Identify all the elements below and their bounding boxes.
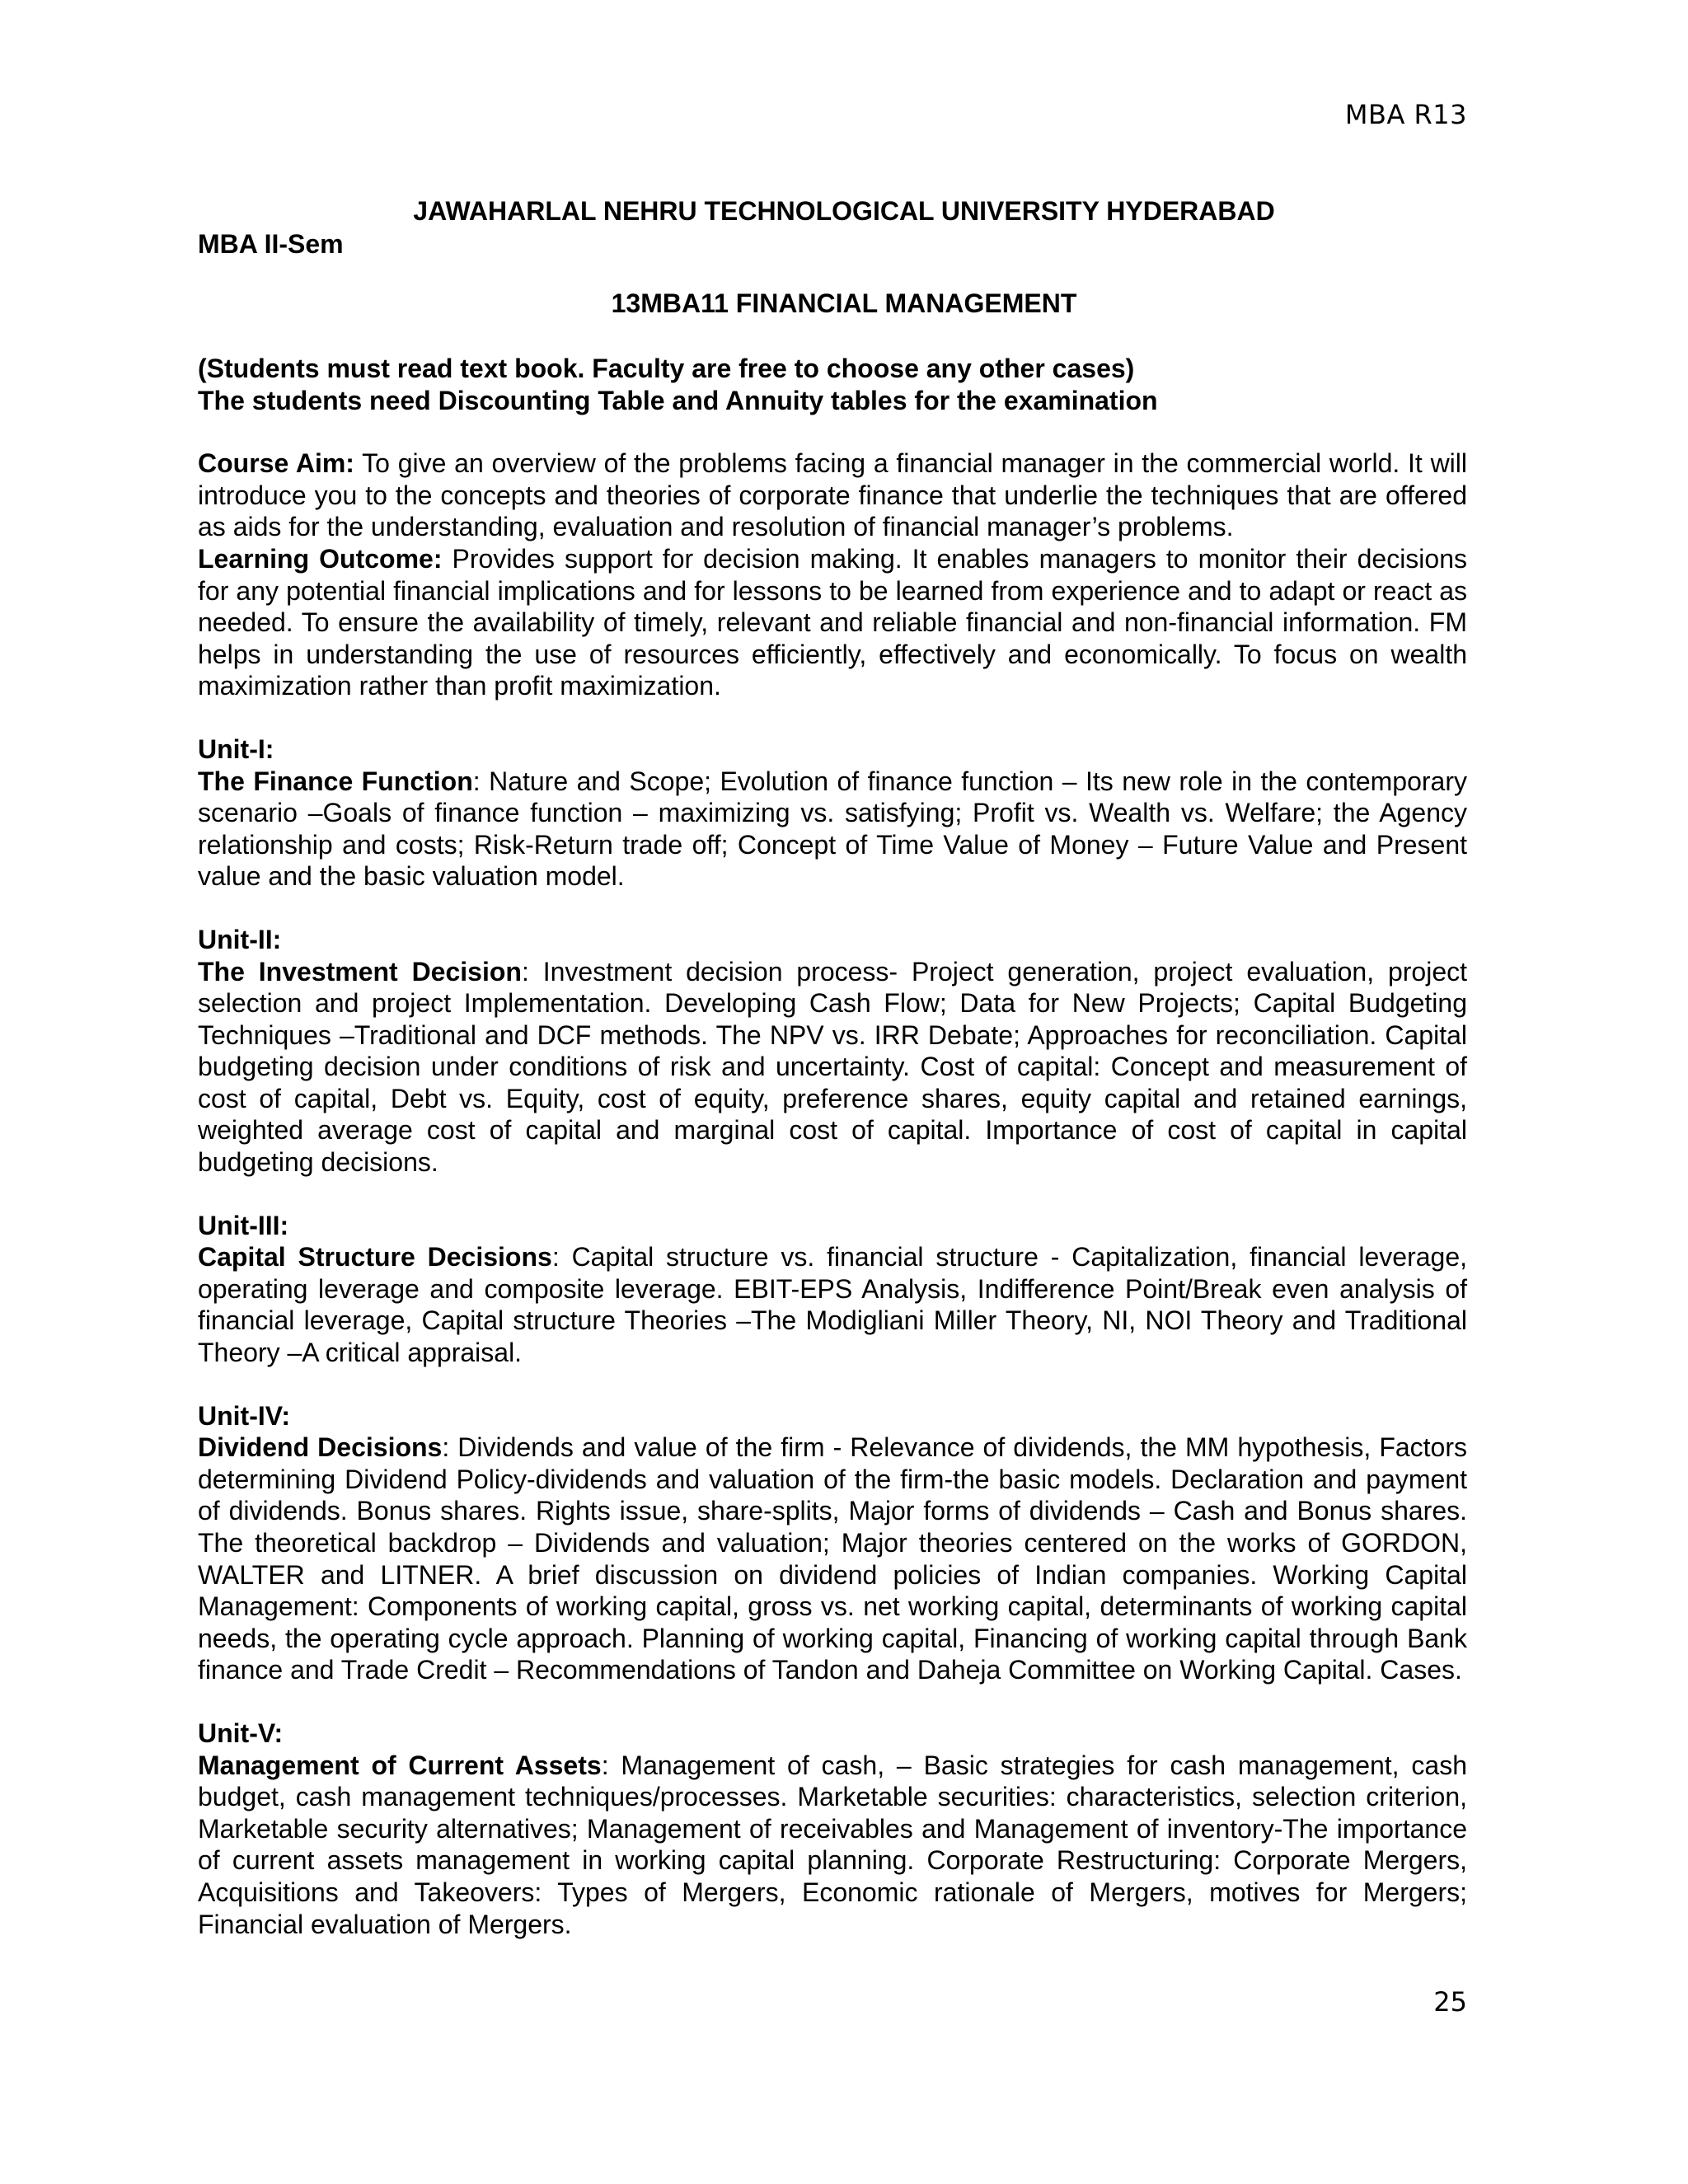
unit-text: : Nature and Scope; Evolution of finance function – Its new role in the contemporary scenario –Goals of finance function – maximizing vs. satisfying; Profit vs. Wealth vs. Welfare; the Agency relationship and costs; Risk-Return trade off; Concept of Time Value of Money – Future Value and Present value and the basic valuation model. xyxy=(198,766,1468,892)
learning-outcome-label: Learning Outcome: xyxy=(198,543,443,574)
university-title: JAWAHARLAL NEHRU TECHNOLOGICAL UNIVERSITY HYDERABAD xyxy=(413,196,1275,226)
course-aim-label: Course Aim: xyxy=(198,448,354,479)
unit-title: The Investment Decision xyxy=(198,956,522,987)
unit-body xyxy=(198,766,1467,893)
unit-title: Dividend Decisions xyxy=(198,1432,443,1463)
unit-title: Capital Structure Decisions xyxy=(198,1242,552,1272)
page-number: 25 xyxy=(1433,1986,1467,2018)
unit-heading: Unit-III: xyxy=(198,1210,289,1240)
unit-body xyxy=(198,1432,1467,1686)
unit-text: : Dividends and value of the firm - Relevance of dividends, the MM hypothesis, Factors determining Dividend Policy-dividends and valuation of the firm-the basic models. Declaration and payment of dividends. Bonus shares. Rights issue, share-splits, Major forms of dividends – Cash and Bonus shares. The theoretical backdrop – Dividends and valuation; Major theories centered on the works of GORDON, WALTER and LITNER. A brief discussion on dividend policies of Indian companies. Working Capital Management: Components of working capital, gross vs. net working capital, determinants of working capital needs, the operating cycle approach. Planning of working capital, Financing of working capital through Bank finance and Trade Credit – Recommendations of Tandon and Daheja Committee on Working Capital. Cases. xyxy=(198,1432,1468,1685)
note-line-1: (Students must read text book. Faculty are free to choose any other cases) xyxy=(198,354,1135,383)
course-aim-text: To give an overview of the problems facing a financial manager in the commercial world. It will introduce you to the concepts and theories of corporate finance that underlie the techniques that are offered as aids for the understanding, evaluation and resolution of financial manager’s problems. xyxy=(198,448,1468,542)
unit-heading: Unit-II: xyxy=(198,924,282,954)
note-line-2: The students need Discounting Table and Annuity tables for the examination xyxy=(198,385,1158,415)
learning-outcome xyxy=(198,543,1467,702)
subject-title: 13MBA11 FINANCIAL MANAGEMENT xyxy=(611,288,1077,318)
unit-title: The Finance Function xyxy=(198,766,473,796)
course-aim xyxy=(198,448,1467,543)
unit-heading: Unit-V: xyxy=(198,1718,284,1748)
unit-body xyxy=(198,956,1467,1179)
unit-heading: Unit-I: xyxy=(198,733,274,764)
unit-body xyxy=(198,1750,1467,1941)
unit-text: : Management of cash, – Basic strategies for cash management, cash budget, cash management techniques/processes. Marketable securities: characteristics, selection criterion, Marketable security alternatives; Management of receivables and Management of inventory-The importance of current assets management in working capital planning. Corporate Restructuring: Corporate Mergers, Acquisitions and Takeovers: Types of Mergers, Economic rationale of Mergers, motives for Mergers; Financial evaluation of Mergers. xyxy=(198,1750,1468,1939)
unit-text: : Capital structure vs. financial structure - Capitalization, financial leverage, operating leverage and composite leverage. EBIT-EPS Analysis, Indifference Point/Break even analysis of financial leverage, Capital structure Theories –The Modigliani Miller Theory, NI, NOI Theory and Traditional Theory –A critical appraisal. xyxy=(198,1242,1468,1368)
unit-text: : Investment decision process- Project generation, project evaluation, project selection and project Implementation. Developing Cash Flow; Data for New Projects; Capital Budgeting Techniques –Traditional and DCF methods. The NPV vs. IRR Debate; Approaches for reconciliation. Capital budgeting decision under conditions of risk and uncertainty. Cost of capital: Concept and measurement of cost of capital, Debt vs. Equity, cost of equity, preference shares, equity capital and retained earnings, weighted average cost of capital and marginal cost of capital. Importance of cost of capital in capital budgeting decisions. xyxy=(198,956,1468,1178)
unit-heading: Unit-IV: xyxy=(198,1400,290,1431)
semester-label: MBA II-Sem xyxy=(198,229,344,259)
unit-title: Management of Current Assets xyxy=(198,1750,602,1780)
header-tag: MBA R13 xyxy=(1344,99,1467,130)
document-body xyxy=(198,353,1467,1940)
unit-body xyxy=(198,1241,1467,1368)
learning-outcome-text: Provides support for decision making. It enables managers to monitor their decisions for any potential financial implications and for lessons to be learned from experience and to adapt or react as needed. To ensure the availability of timely, relevant and reliable financial and non-financial information. FM helps in understanding the use of resources efficiently, effectively and economically. To focus on wealth maximization rather than profit maximization. xyxy=(198,543,1468,701)
